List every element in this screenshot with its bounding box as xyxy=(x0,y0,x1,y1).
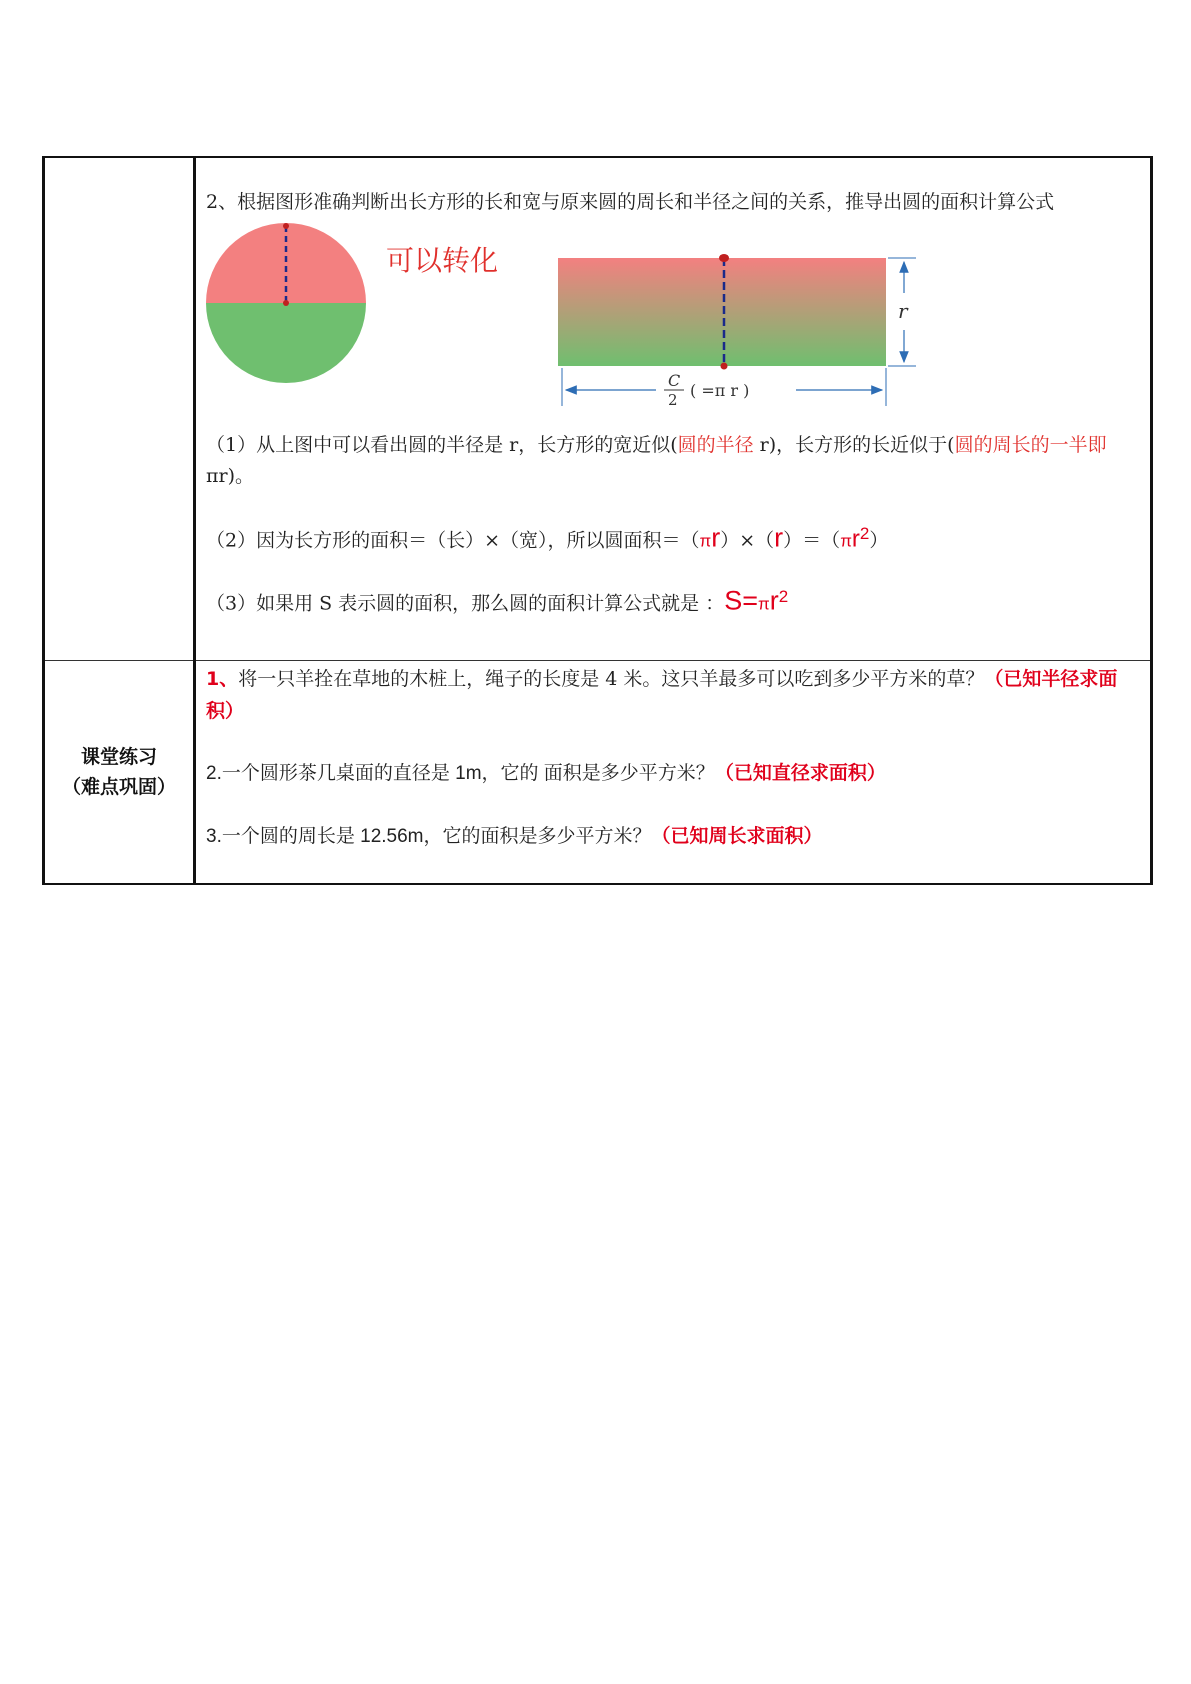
exercise-2-tag: （已知直径求面积） xyxy=(714,762,886,784)
q2-answer-3-r: r xyxy=(851,525,860,553)
q2-answer-1-pi: π xyxy=(699,531,712,551)
exercise-3 xyxy=(196,820,1150,853)
exercise-1 xyxy=(196,663,1150,727)
q3-answer-exp: 2 xyxy=(778,587,789,607)
circle-shape xyxy=(206,223,366,383)
width-label-rest: ( =π r ) xyxy=(690,381,750,400)
q3-text-1: （3）如果用 S 表示圆的面积，那么圆的面积计算公式就是 ： xyxy=(206,592,725,615)
exercise-3-text: 3.一个圆的周长是 12.56m，它的面积是多少平方米？ xyxy=(206,826,652,847)
exercise-2 xyxy=(196,757,1150,790)
q1-text-2: r)，长方形的长近似于( xyxy=(753,434,955,456)
empty-label-cell xyxy=(44,157,195,661)
practice-cell xyxy=(195,661,1152,885)
exercise-1-tag: （已知半径求面积） xyxy=(206,668,1118,722)
table-row xyxy=(44,661,1152,885)
q1-answer-1: 圆的半径 xyxy=(677,434,754,456)
q2-text-3: ）＝（ xyxy=(783,529,841,552)
width-dimension xyxy=(562,368,886,408)
q2-text-2: ）×（ xyxy=(720,529,775,552)
q2-answer-1-r: r xyxy=(711,522,721,553)
derivation-cell xyxy=(195,157,1152,661)
width-label-numerator: C xyxy=(668,371,681,390)
q2-text-4: ） xyxy=(869,529,889,552)
practice-label xyxy=(45,742,193,802)
exercise-3-tag: （已知周长求面积） xyxy=(651,825,823,847)
q1-answer-2: 圆的周长的一半即 xyxy=(954,434,1107,456)
question-3 xyxy=(196,577,1150,624)
q3-answer-r: r xyxy=(769,585,779,616)
transform-label: 可以转化 xyxy=(386,244,499,277)
q3-answer-pi: π xyxy=(758,594,770,614)
table-row xyxy=(44,157,1152,661)
exercise-1-number: 1、 xyxy=(206,668,239,690)
height-label: r xyxy=(898,299,908,323)
conversion-diagram xyxy=(196,218,1156,408)
q2-answer-2: r xyxy=(774,522,784,553)
question-1 xyxy=(196,430,1150,492)
rectangle-shape xyxy=(558,254,886,370)
lesson-sheet xyxy=(42,156,1153,885)
exercise-1-text: 将一只羊拴在草地的木桩上，绳子的长度是 4 米。这只羊最多可以吃到多少平方米的草？ xyxy=(238,668,985,690)
circle-to-rectangle-figure xyxy=(196,218,1150,408)
q1-text-1: （1）从上图中可以看出圆的半径是 r，长方形的宽近似( xyxy=(206,434,678,456)
width-label-denominator: 2 xyxy=(668,391,678,408)
q2-text-1: （2）因为长方形的面积＝（长）×（宽），所以圆面积＝（ xyxy=(206,529,700,552)
practice-label-line2: （难点巩固） xyxy=(61,776,176,798)
q3-answer-s: S= xyxy=(724,585,759,616)
practice-label-cell xyxy=(44,661,195,885)
question-2 xyxy=(196,514,1150,561)
q1-text-3: πr)。 xyxy=(206,465,254,487)
section-heading: 2、根据图形准确判断出长方形的长和宽与原来圆的周长和半径之间的关系，推导出圆的面积计算公式 xyxy=(206,191,1055,213)
practice-label-line1: 课堂练习 xyxy=(80,746,157,768)
exercise-2-text: 2.一个圆形茶几桌面的直径是 1m，它的 面积是多少平方米？ xyxy=(206,763,715,784)
height-dimension xyxy=(888,258,916,366)
q2-answer-3-pi: π xyxy=(840,531,852,551)
q2-answer-3-exp: 2 xyxy=(859,524,870,543)
lesson-table xyxy=(42,156,1153,885)
